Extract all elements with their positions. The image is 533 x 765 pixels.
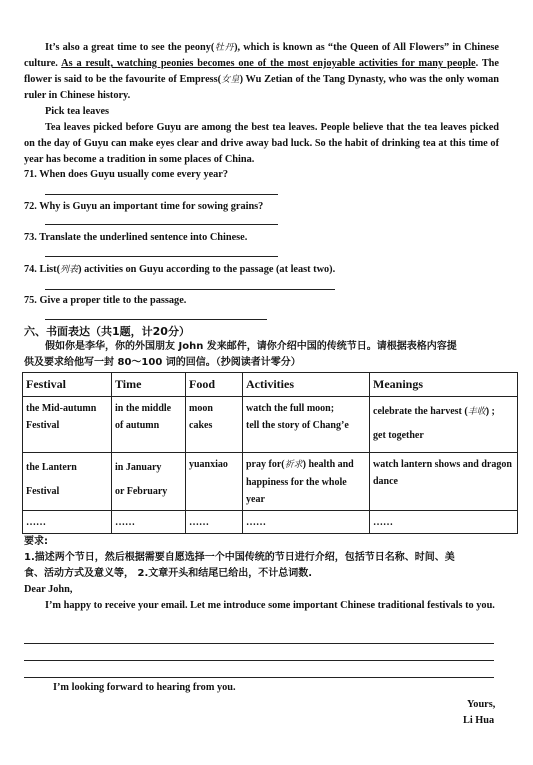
header-activities: Activities: [243, 373, 370, 397]
cell-time: [112, 397, 186, 453]
text-run-cn: 列表: [60, 265, 79, 275]
cell-festival: [23, 453, 112, 511]
question-75: 75. Give a proper title to the passage.: [24, 295, 187, 306]
passage-paragraph-peony: [24, 40, 499, 104]
header-time: Time: [112, 373, 186, 397]
cell-time: [112, 453, 186, 511]
text-run: ) ;: [485, 406, 495, 417]
cell-food: [186, 397, 243, 453]
text-run: ) health and happiness for the whole year: [246, 459, 354, 505]
text-run: 74. List(: [24, 264, 61, 275]
answer-line-71[interactable]: [45, 194, 278, 195]
cell-meanings: watch lantern shows and dragon dance: [370, 453, 518, 511]
cell-activities: [243, 397, 370, 453]
question-72: 72. Why is Guyu an important time for sowing grains?: [24, 201, 264, 212]
cell-text: of autumn: [115, 420, 160, 431]
cell-meanings: [370, 397, 518, 453]
cell-ellipsis: ……: [112, 511, 186, 534]
cell-text: the Mid-autumn: [26, 403, 97, 414]
writing-line-1[interactable]: [24, 643, 494, 644]
answer-line-73[interactable]: [45, 256, 278, 257]
text-run: ) Wu Zetian of the Tang Dynasty, who was the only woman ruler in Chinese history.: [24, 74, 499, 101]
table-row: [23, 453, 518, 511]
question-71: 71. When does Guyu usually come every year?: [24, 169, 229, 180]
cell-ellipsis: ……: [186, 511, 243, 534]
header-festival: Festival: [23, 373, 112, 397]
cell-text: tell the story of Chang’e: [246, 420, 349, 431]
cell-text: cakes: [189, 420, 213, 431]
answer-line-75[interactable]: [45, 319, 267, 320]
cell-text: [373, 400, 514, 424]
letter-closing: I’m looking forward to hearing from you.: [53, 682, 236, 693]
cell-food: [186, 453, 243, 511]
text-run: celebrate the harvest (: [373, 406, 468, 417]
text-run: . The flower is said to be the favourite of Empress(: [24, 58, 499, 85]
text-run-cn: 牡丹: [214, 43, 235, 53]
cell-text: get together: [373, 430, 424, 441]
text-run-cn: 女皇: [221, 75, 240, 85]
writing-line-2[interactable]: [24, 660, 494, 661]
table-header-row: [23, 373, 518, 397]
cell-text: moon: [189, 403, 213, 414]
festival-table: [22, 372, 518, 534]
cell-text: yuanxiao: [189, 459, 228, 470]
cell-text: the Lantern: [26, 462, 77, 473]
text-run: It’s also a great time to see the peony(: [45, 42, 215, 53]
question-74: [24, 262, 335, 278]
header-food: Food: [186, 373, 243, 397]
question-73: 73. Translate the underlined sentence into Chinese.: [24, 232, 248, 243]
header-meanings: Meanings: [370, 373, 518, 397]
text-run-cn: 丰收: [467, 407, 486, 417]
cell-text: or February: [115, 486, 168, 497]
cell-ellipsis: ……: [243, 511, 370, 534]
cell-text: Festival: [26, 420, 60, 431]
answer-line-74[interactable]: [45, 289, 335, 290]
cell-activities: [243, 453, 370, 511]
cell-ellipsis: ……: [23, 511, 112, 534]
section-title: 六、书面表达（共1题，计20分）: [24, 325, 190, 338]
cell-text: in the middle: [115, 403, 172, 414]
answer-line-72[interactable]: [45, 224, 278, 225]
letter-signature-name: Li Hua: [463, 715, 495, 726]
text-run-cn: 祈求: [284, 460, 303, 470]
cell-text: watch the full moon;: [246, 403, 335, 414]
passage-paragraph-tea: Tea leaves picked before Guyu are among the best tea leaves. People believe that the tea leaves picked on the day of Guyu can make eyes clear and drive away bad luck. So the habit of drinking tea at this time of year has become a tradition in some places of China.: [24, 122, 499, 165]
requirements-label: 要求:: [24, 536, 48, 547]
text-run: ) activities on Guyu according to the passage (at least two).: [78, 264, 336, 275]
subheading-pick-tea: Pick tea leaves: [45, 106, 110, 117]
text-run: pray for(: [246, 459, 285, 470]
requirements-line1: 1.描述两个节日，然后根据需要自愿选择一个中国传统的节日进行介绍，包括节日名称、时间、美: [24, 552, 455, 563]
section-instruction-line2: 供及要求给他写一封 80～100 词的回信。（抄阅读者计零分）: [24, 357, 301, 368]
cell-text: Festival: [26, 486, 60, 497]
text-run: ), which is known as “the Queen of All Flowers” in Chinese culture.: [24, 42, 499, 69]
table-row: [23, 511, 518, 534]
letter-greeting: Dear John,: [24, 584, 73, 595]
table-row: [23, 397, 518, 453]
writing-line-3[interactable]: [24, 677, 494, 678]
requirements-line2: 食、活动方式及意义等， 2.文章开头和结尾已给出，不计总词数.: [24, 568, 313, 579]
section-instruction-line1: 假如你是李华，你的外国朋友 John 发来邮件，请你介绍中国的传统节日。请根据表格内容提: [45, 341, 457, 352]
cell-ellipsis: ……: [370, 511, 518, 534]
letter-signoff: Yours,: [467, 699, 496, 710]
cell-text: in January: [115, 462, 162, 473]
letter-opening: I’m happy to receive your email. Let me introduce some important Chinese traditional festivals to you.: [45, 600, 495, 611]
underlined-sentence: As a result, watching peonies becomes one of the most enjoyable activities for many people: [61, 58, 476, 69]
cell-festival: [23, 397, 112, 453]
